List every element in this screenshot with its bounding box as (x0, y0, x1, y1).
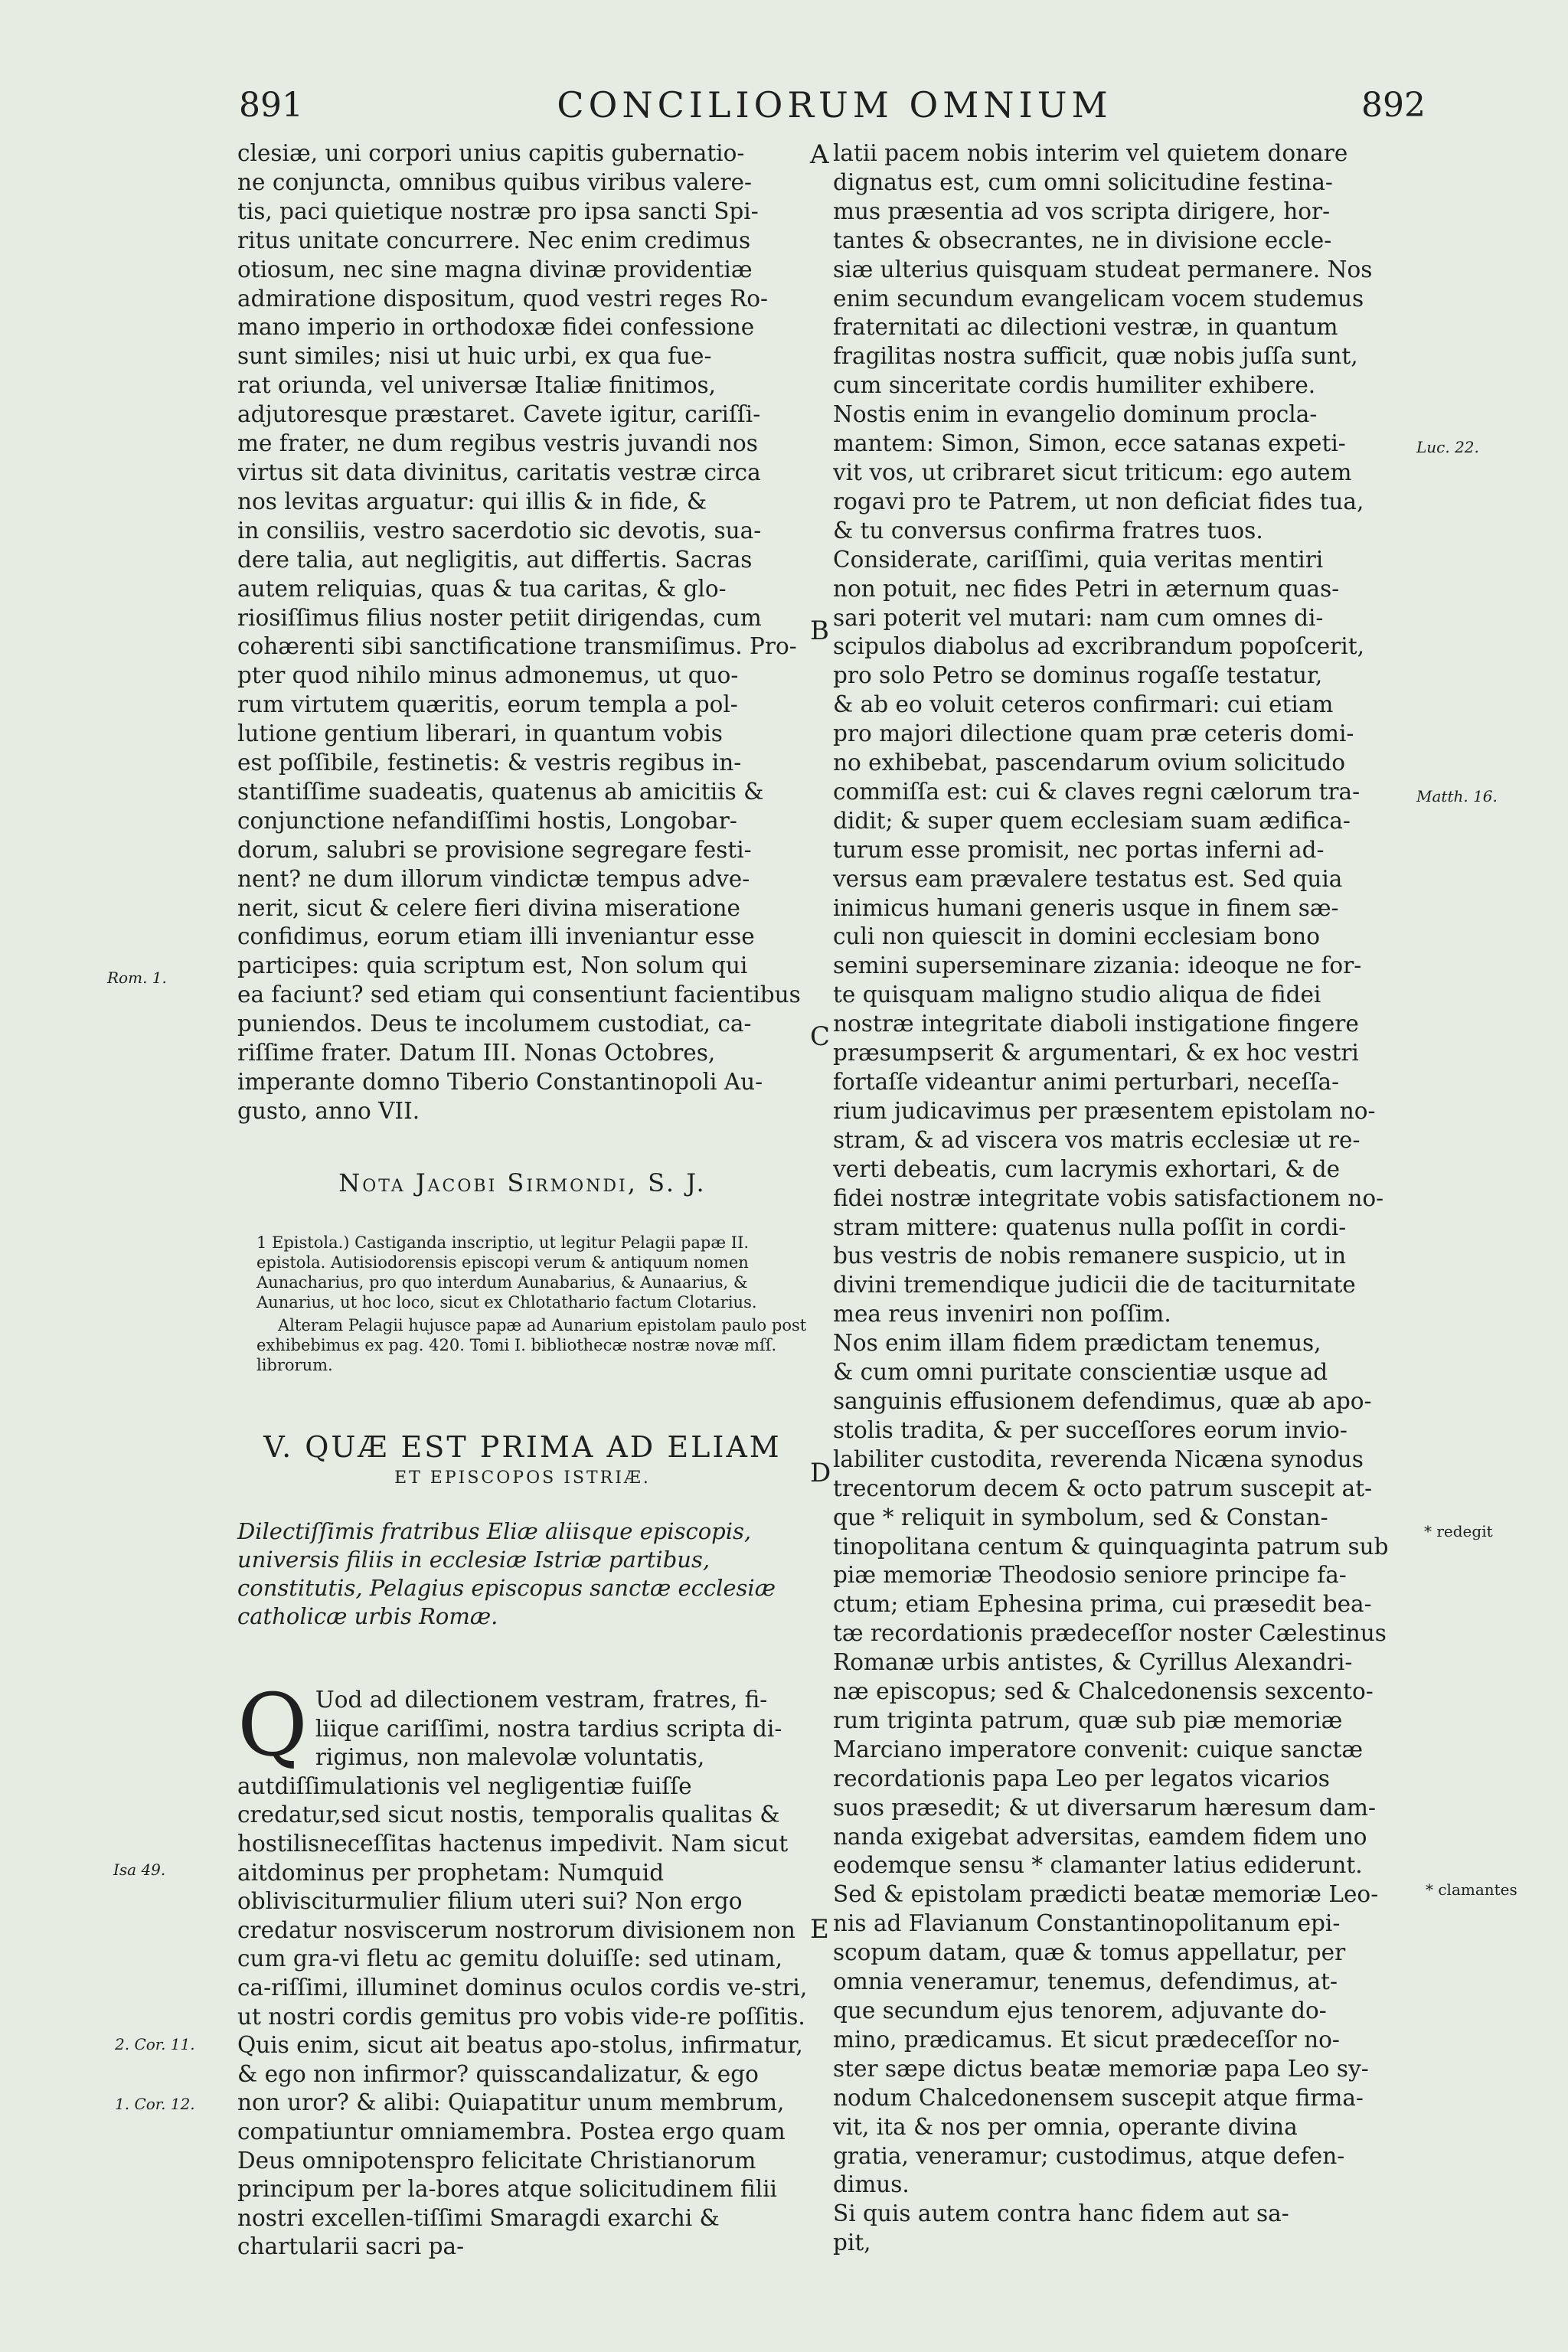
text-line: sed sicut nostis, temporalis qualitas & hostilis (237, 1802, 780, 1857)
text-line: scipulos diabolus ad excribrandum popoſcerit, (833, 633, 1364, 660)
text-line: Nostis enim in evangelio dominum procla- (833, 401, 1318, 428)
note-title: Nota Jacobi Sirmondi, S. J. (338, 1168, 707, 1197)
text-line: mulier filium uteri sui? Non ergo credatur nos (237, 1888, 743, 1943)
text-line: diſſimulationis vel negligentiæ fuiſſe credatur, (237, 1772, 692, 1828)
text-line: vi fletu ac gemitu doluiſſe: sed utinam, ca- (237, 1945, 782, 2001)
text-line: bus vestris de nobis remanere suspicio, ut in (833, 1243, 1347, 1269)
text-line: scopum datam, quæ & tomus appellatur, per (833, 1939, 1346, 1966)
text-line: re poſſitis. Quis enim, sicut ait beatus apo- (237, 2003, 805, 2059)
text-line: trecentorum decem & octo patrum suscepit at- (833, 1475, 1373, 1501)
address-line: Dilectiſſimis fratribus Eliæ aliisque episcopis, universis filiis in ecclesiæ Istriæ partibus, constitutis, Pelagius episcopus sanctæ ecclesiæ catholicæ urbis Romæ. (237, 1518, 776, 1629)
text-line: semini superseminare zizania: ideoque ne for- (833, 952, 1362, 979)
text-line: stolus, infirmatur, & ego non infirmor? quis (237, 2032, 803, 2087)
text-line: ctum; etiam Ephesina prima, cui præsedit bea- (833, 1591, 1372, 1618)
text-line: fidei nostræ integritate vobis satisfactionem no- (833, 1184, 1384, 1211)
text-line: imperante domno Tiberio Constantinopoli Au- (237, 1069, 763, 1095)
text-line: stram mittere: quatenus nulla poſſit in cordi- (833, 1214, 1347, 1240)
text-line: mano imperio in orthodoxæ fidei confessione (237, 314, 755, 341)
text-line: dignatus est, cum omni solicitudine festina- (833, 168, 1333, 195)
page-number-right: 892 (1361, 86, 1426, 125)
text-line: cohærenti sibi sanctificatione transmiſimus. Pro- (237, 633, 797, 660)
text-line: & cum omni puritate conscientiæ usque ad (833, 1359, 1328, 1386)
text-line: ritus unitate concurrere. Nec enim credimus (237, 227, 751, 253)
text-line: tæ recordationis prædeceſſor noster Cælestinus (833, 1620, 1387, 1647)
running-title: CONCILIORUM OMNIUM (557, 84, 1112, 126)
text-line: dimus. (833, 2171, 910, 2198)
text-line: confidimus, eorum etiam illi inveniantur esse (237, 923, 755, 950)
text-line: non potuit, nec fides Petri in æternum quas- (833, 575, 1340, 602)
text-line: virtus sit data divinitus, caritatis vestræ circa (237, 459, 761, 485)
text-line: labiliter custodita, reverenda Nicæna synodus (833, 1446, 1364, 1472)
text-line: in consiliis, vestro sacerdotio sic devotis, sua- (237, 517, 762, 544)
text-line: rium judicavimus per præsentem epistolam no- (833, 1097, 1376, 1124)
text-line: rum triginta patrum, quæ sub piæ memoriæ (833, 1707, 1343, 1733)
text-line: dominus per prophetam: Numquid obliviscitur (237, 1859, 665, 1915)
text-line: autem reliquias, quas & tua caritas, & glo- (237, 575, 727, 602)
text-line: nostræ integritate diaboli instigatione fingere (833, 1011, 1359, 1037)
text-line: nanda exigebat adversitas, eamdem fidem uno (833, 1823, 1367, 1850)
text-line: piæ memoriæ Theodosio seniore principe fa- (833, 1562, 1347, 1589)
text-line: ster sæpe dictus beatæ memoriæ papa Leo sy- (833, 2055, 1369, 2082)
drop-cap: Q (237, 1676, 308, 1775)
text-line: gusto, anno VII. (237, 1097, 420, 1124)
text-line: viscerum nostrorum divisionem non cum gra- (237, 1916, 795, 1972)
section-title: V. QUÆ EST PRIMA AD ELIAM (263, 1430, 782, 1464)
text-line: nos levitas arguatur: qui illis & in fide, & (237, 488, 707, 514)
text-line: ne conjuncta, omnibus quibus viribus valere- (237, 168, 752, 195)
right-column-text (833, 139, 1415, 2258)
letter-body (237, 1676, 808, 2262)
text-line: recordationis papa Leo per legatos vicarios (833, 1765, 1330, 1792)
margin-gloss-redegit: * redegit (1424, 1522, 1493, 1540)
text-line: scandalizatur, & ego non uror? & alibi: Quia (237, 2060, 759, 2116)
text-line: Sed & epistolam prædicti beatæ memoriæ Leo- (833, 1881, 1379, 1908)
text-line: rogavi pro te Patrem, ut non deficiat fides tua, (833, 488, 1364, 514)
text-line: vit vos, ut cribraret sicut triticum: ego autem (833, 459, 1352, 485)
margin-ref-1cor: 1. Cor. 12. (115, 2095, 195, 2113)
page-number-left: 891 (239, 86, 303, 125)
text-line: riosiſſimus filius noster petiit dirigendas, cum (237, 604, 762, 631)
text-line: pro majori dilectione quam præ ceteris domi- (833, 720, 1354, 747)
text-line: Considerate, cariſſimi, quia veritas mentiri (833, 546, 1324, 573)
text-line: nent? ne dum illorum vindictæ tempus adve- (237, 865, 750, 892)
note-paragraph-2: Alteram Pelagii hujusce papæ ad Aunarium epistolam paulo post exhibebimus ex pag. 420. Tomi I. bibliothecæ nostræ novæ mſſ. librorum. (256, 1316, 807, 1374)
text-line: sari poterit vel mutari: nam cum omnes di- (833, 604, 1324, 631)
text-line: Si quis autem contra hanc fidem aut sa- (833, 2200, 1289, 2227)
margin-ref-2cor: 2. Cor. 11. (115, 2035, 195, 2053)
section-subtitle: ET EPISCOPOS ISTRIÆ. (394, 1468, 651, 1488)
text-line: Nos enim illam fidem prædictam tenemus, (833, 1330, 1321, 1357)
text-line: est poſſibile, festinetis: & vestris regibus in- (237, 750, 742, 776)
text-line: inimicus humani generis usque in finem sæ- (833, 894, 1339, 921)
text-line: riſſime frater. Datum III. Nonas Octobres, (237, 1040, 716, 1067)
text-line: admiratione dispositum, quod vestri reges Ro- (237, 285, 769, 312)
text-line: no exhibebat, pascendarum ovium solicitudo (833, 750, 1346, 776)
text-line: turum esse promisit, nec portas inferni ad- (833, 836, 1325, 863)
text-line: divini tremendique judicii die de taciturnitate (833, 1272, 1356, 1298)
text-line: præsumpserit & argumentari, & ex hoc vestri (833, 1040, 1359, 1067)
text-line: mus præsentia ad vos scripta dirigere, hor- (833, 198, 1331, 224)
text-line: adjutoresque præstaret. Cavete igitur, cariſſi- (237, 401, 761, 428)
section-marker-e: E (810, 1914, 829, 1945)
text-line: rum virtutem quæritis, eorum templa a pol- (237, 691, 738, 718)
note-paragraph-1: 1 Epistola.) Castiganda inscriptio, ut legitur Pelagii papæ II. epistola. Autisiodorensis episcopi verum & antiquum nomen Aunacharius, pro quo interdum Aunabarius, & Aunaarius, & Aunarius, ut hoc loco, sicut ex Chlotathario factum Clotarius. (256, 1233, 757, 1312)
text-line: ea faciunt? sed etiam qui consentiunt facientibus (237, 982, 801, 1008)
text-line: rat oriunda, vel universæ Italiæ finitimos, (237, 372, 717, 399)
text-line: & ab eo voluit ceteros confirmari: cui etiam (833, 691, 1334, 718)
text-line: patitur unum membrum, compatiuntur omnia (237, 2089, 785, 2145)
text-line: tis, paci quietique nostræ pro ipsa sancti Spi- (237, 198, 759, 224)
text-line: tantes & obsecrantes, ne in divisione eccle- (833, 227, 1332, 253)
text-line: pro solo Petro se dominus rogaſſe testatur, (833, 662, 1323, 689)
text-line: culi non quiescit in domini ecclesiam bono (833, 923, 1320, 950)
text-line: commiſſa est: cui & claves regni cælorum tra- (833, 778, 1361, 805)
text-line: & tu conversus confirma fratres tuos. (833, 517, 1263, 544)
text-line: vit, ita & nos per omnia, operante divina (833, 2113, 1298, 2140)
text-line: gratia, veneramur; custodimus, atque defen- (833, 2142, 1345, 2169)
text-line: suos præsedit; & ut diversarum hæresum dam- (833, 1794, 1376, 1821)
text-line: næ episcopus; sed & Chalcedonensis sexcento- (833, 1678, 1374, 1705)
text-line: stolis tradita, & per succeſſores eorum invio- (833, 1416, 1348, 1443)
section-marker-c: C (810, 1021, 831, 1052)
margin-ref-luc: Luc. 22. (1416, 438, 1479, 456)
text-line: nodum Chalcedonensem suscepit atque firma- (833, 2084, 1364, 2111)
margin-gloss-clamantes: * clamantes (1426, 1880, 1517, 1899)
text-line: mino, prædicamus. Et sicut prædeceſſor no- (833, 2026, 1340, 2053)
text-line: eodemque sensu * clamanter latius ediderunt. (833, 1852, 1363, 1879)
text-line: conjunctione nefandiſſimi hostis, Longobar- (237, 807, 737, 834)
text-line: sanguinis effusionem defendimus, quæ ab apo- (833, 1387, 1372, 1414)
letter-body-lines (237, 1676, 808, 2262)
text-line: didit; & super quem ecclesiam suam ædifica- (833, 807, 1351, 834)
text-line: cum sinceritate cordis humiliter exhibere. (833, 372, 1316, 399)
text-line: dere talia, aut negligitis, aut differtis. Sacras (237, 546, 753, 573)
text-line: puniendos. Deus te incolumem custodiat, ca- (237, 1011, 752, 1037)
text-line: Romanæ urbis antistes, & Cyrillus Alexandri- (833, 1649, 1353, 1676)
text-line: participes: quia scriptum est, Non solum qui (237, 952, 748, 979)
margin-ref-rom: Rom. 1. (107, 969, 167, 987)
margin-ref-matth: Matth. 16. (1416, 787, 1498, 805)
text-line: riſſimi, illuminet dominus oculos cordis ve- (271, 1974, 762, 2001)
text-line: que secundum ejus tenorem, adjuvante do- (833, 1998, 1327, 2024)
text-line: tiſſimi Smaragdi exarchi & chartularii sacri pa- (237, 2204, 720, 2260)
text-line: tinopolitana centum & quinquaginta patrum sub (833, 1533, 1389, 1560)
text-line: pro felicitate Christianorum principum per la- (237, 2147, 756, 2203)
text-line: mantem: Simon, Simon, ecce satanas expeti- (833, 430, 1346, 457)
text-line: enim secundum evangelicam vocem studemus (833, 285, 1364, 312)
text-line: que * reliquit in symbolum, sed & Constan- (833, 1504, 1328, 1530)
section-marker-a: A (810, 139, 829, 170)
text-line: pter quod nihilo minus admonemus, ut quo- (237, 662, 739, 689)
text-line: latii pacem nobis interim vel quietem donare (833, 140, 1348, 166)
text-line: me frater, ne dum regibus vestris juvandi nos (237, 430, 758, 457)
section-marker-d: D (810, 1458, 831, 1488)
text-line: pit, (833, 2230, 871, 2256)
text-line: mea reus inveniri non poſſim. (833, 1301, 1171, 1328)
text-line: stram, & ad viscera vos matris ecclesiæ ut re- (833, 1126, 1361, 1153)
text-line: neceſſitas hactenus impedivit. Nam sicut ait (237, 1830, 789, 1886)
text-line: rigimus, non malevolæ voluntatis, aut (237, 1744, 705, 1799)
text-line: liique cariſſimi, nostra tardius scripta di- (315, 1715, 782, 1742)
section-marker-b: B (810, 616, 829, 646)
margin-ref-isa: Isa 49. (113, 1860, 166, 1879)
text-line: Uod ad dilectionem vestram, fratres, fi- (315, 1687, 768, 1713)
text-line: nis ad Flavianum Constantinopolitanum epi- (833, 1910, 1341, 1937)
text-line: fraternitati ac dilectioni vestræ, in quantum (833, 314, 1338, 341)
text-line: dorum, salubri se provisione segregare festi- (237, 836, 752, 863)
text-line: nerit, sicut & celere fieri divina miseratione (237, 894, 741, 921)
text-line: verti debeatis, cum lacrymis exhortari, & de (833, 1155, 1341, 1182)
left-column-text (237, 139, 808, 1126)
note-body (256, 1233, 808, 1378)
text-line: stantiſſime suadeatis, quatenus ab amicitiis & (237, 778, 764, 805)
text-line: otiosum, nec sine magna divinæ providentiæ (237, 256, 753, 283)
text-line: stri, ut nostri cordis gemitus pro vobis vide- (237, 1974, 808, 2030)
text-line: omnia veneramur, tenemus, defendimus, at- (833, 1968, 1338, 1995)
text-line: sunt similes; nisi ut huic urbi, ex qua fue- (237, 343, 712, 370)
text-line: siæ ulterius quisquam studeat permanere. Nos (833, 256, 1373, 283)
text-line: clesiæ, uni corpori unius capitis gubernatio- (237, 140, 745, 166)
text-line: fragilitas nostra sufficit, quæ nobis juſſa sunt, (833, 343, 1358, 370)
text-line: lutione gentium liberari, in quantum vobis (237, 720, 723, 747)
text-line: Marciano imperatore convenit: cuique sanctæ (833, 1736, 1364, 1762)
text-line: te quisquam maligno studio aliqua de fidei (833, 982, 1321, 1008)
text-line: versus eam prævalere testatus est. Sed quia (833, 865, 1343, 892)
text-line: bores atque solicitudinem filii nostri excellen- (237, 2176, 777, 2231)
text-line: fortaſſe videantur animi perturbari, neceſſa- (833, 1069, 1340, 1095)
text-line: membra. Postea ergo quam Deus omnipotens (237, 2118, 786, 2174)
